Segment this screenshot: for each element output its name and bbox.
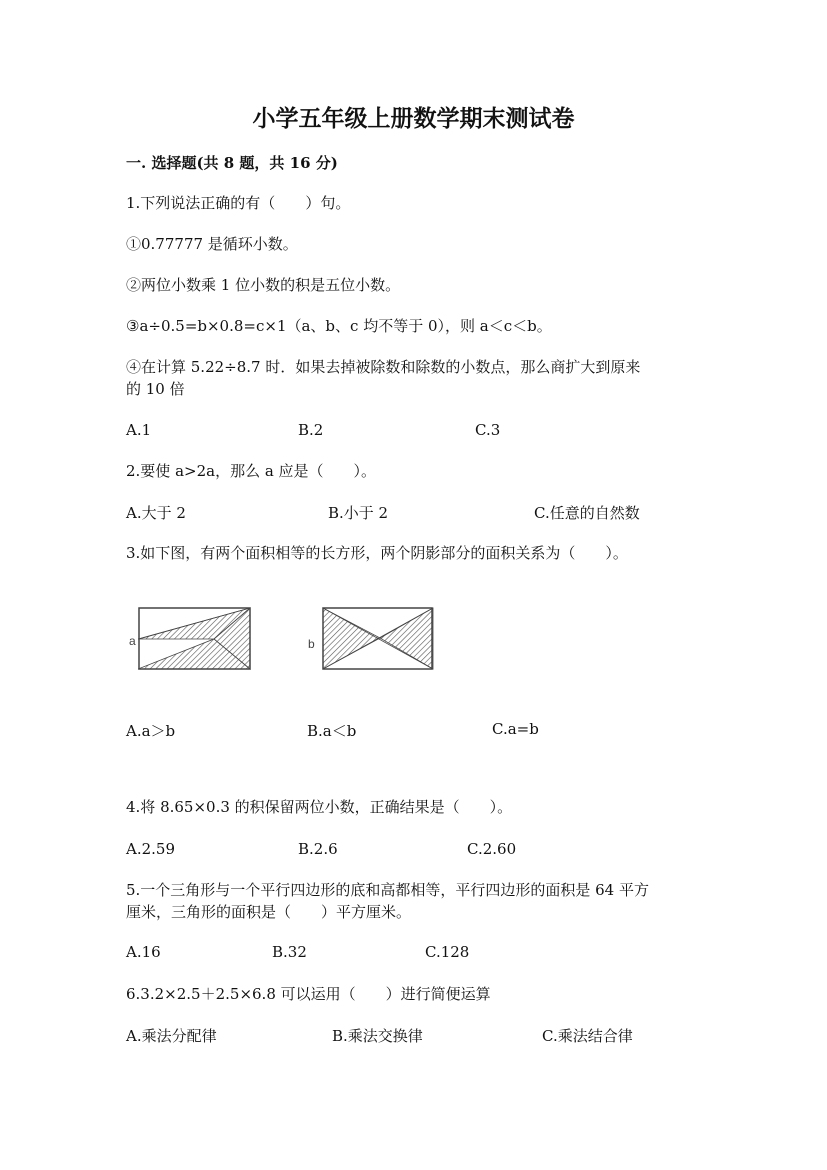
- question-1-statement-3: ③a÷0.5=b×0.8=c×1（a、b、c 均不等于 0），则 a＜c＜b。: [126, 317, 552, 335]
- question-6-option-a[interactable]: A.乘法分配律: [126, 1027, 217, 1045]
- question-3-stem: 3.如下图，有两个面积相等的长方形，两个阴影部分的面积关系为（ ）。: [126, 544, 628, 562]
- question-4-option-c[interactable]: C.2.60: [467, 840, 517, 858]
- question-2-option-a[interactable]: A.大于 2: [126, 504, 186, 522]
- question-6-stem: 6.3.2×2.5＋2.5×6.8 可以运用（ ）进行简便运算: [126, 985, 491, 1003]
- question-4-stem: 4.将 8.65×0.3 的积保留两位小数，正确结果是（ ）。: [126, 798, 513, 816]
- figure-b-rectangle: [322, 607, 434, 671]
- figure-b-shaded-left: [323, 608, 380, 669]
- question-3-option-b[interactable]: B.a＜b: [307, 722, 357, 740]
- question-5-stem-line-2: 厘米，三角形的面积是（ ）平方厘米。: [126, 903, 412, 921]
- question-3-option-a[interactable]: A.a＞b: [126, 722, 176, 740]
- figure-a-rectangle: [138, 607, 253, 671]
- question-1-statement-4-cont: 的 10 倍: [126, 380, 185, 398]
- question-1-option-a[interactable]: A.1: [126, 421, 152, 439]
- question-6-option-c[interactable]: C.乘法结合律: [542, 1027, 633, 1045]
- question-1-stem: 1.下列说法正确的有（ ）句。: [126, 194, 351, 212]
- question-2-option-b[interactable]: B.小于 2: [328, 504, 389, 522]
- figure-a-label: a: [129, 634, 136, 648]
- section-heading: 一. 选择题(共 8 题，共 16 分): [126, 154, 338, 172]
- question-2-option-c[interactable]: C.任意的自然数: [534, 504, 640, 522]
- question-1-statement-4: ④在计算 5.22÷8.7 时．如果去掉被除数和除数的小数点，那么商扩大到原来: [126, 358, 641, 376]
- question-5-option-b[interactable]: B.32: [272, 943, 307, 961]
- question-4-option-a[interactable]: A.2.59: [126, 840, 175, 858]
- question-1-option-c[interactable]: C.3: [475, 421, 501, 439]
- question-2-stem: 2.要使 a>2a，那么 a 应是（ ）。: [126, 462, 377, 480]
- question-5-stem-line-1: 5.一个三角形与一个平行四边形的底和高都相等，平行四边形的面积是 64 平方: [126, 881, 649, 899]
- question-5-option-a[interactable]: A.16: [126, 943, 161, 961]
- question-4-option-b[interactable]: B.2.6: [298, 840, 338, 858]
- question-6-option-b[interactable]: B.乘法交换律: [332, 1027, 423, 1045]
- page-title: 小学五年级上册数学期末测试卷: [252, 105, 575, 132]
- question-5-option-c[interactable]: C.128: [425, 943, 470, 961]
- figure-b-shaded-right: [380, 608, 433, 669]
- question-1-statement-2: ②两位小数乘 1 位小数的积是五位小数。: [126, 276, 401, 294]
- question-1-statement-1: ①0.77777 是循环小数。: [126, 235, 298, 253]
- question-3-option-c[interactable]: C.a=b: [492, 720, 539, 738]
- question-1-option-b[interactable]: B.2: [298, 421, 324, 439]
- figure-b-label: b: [308, 637, 315, 651]
